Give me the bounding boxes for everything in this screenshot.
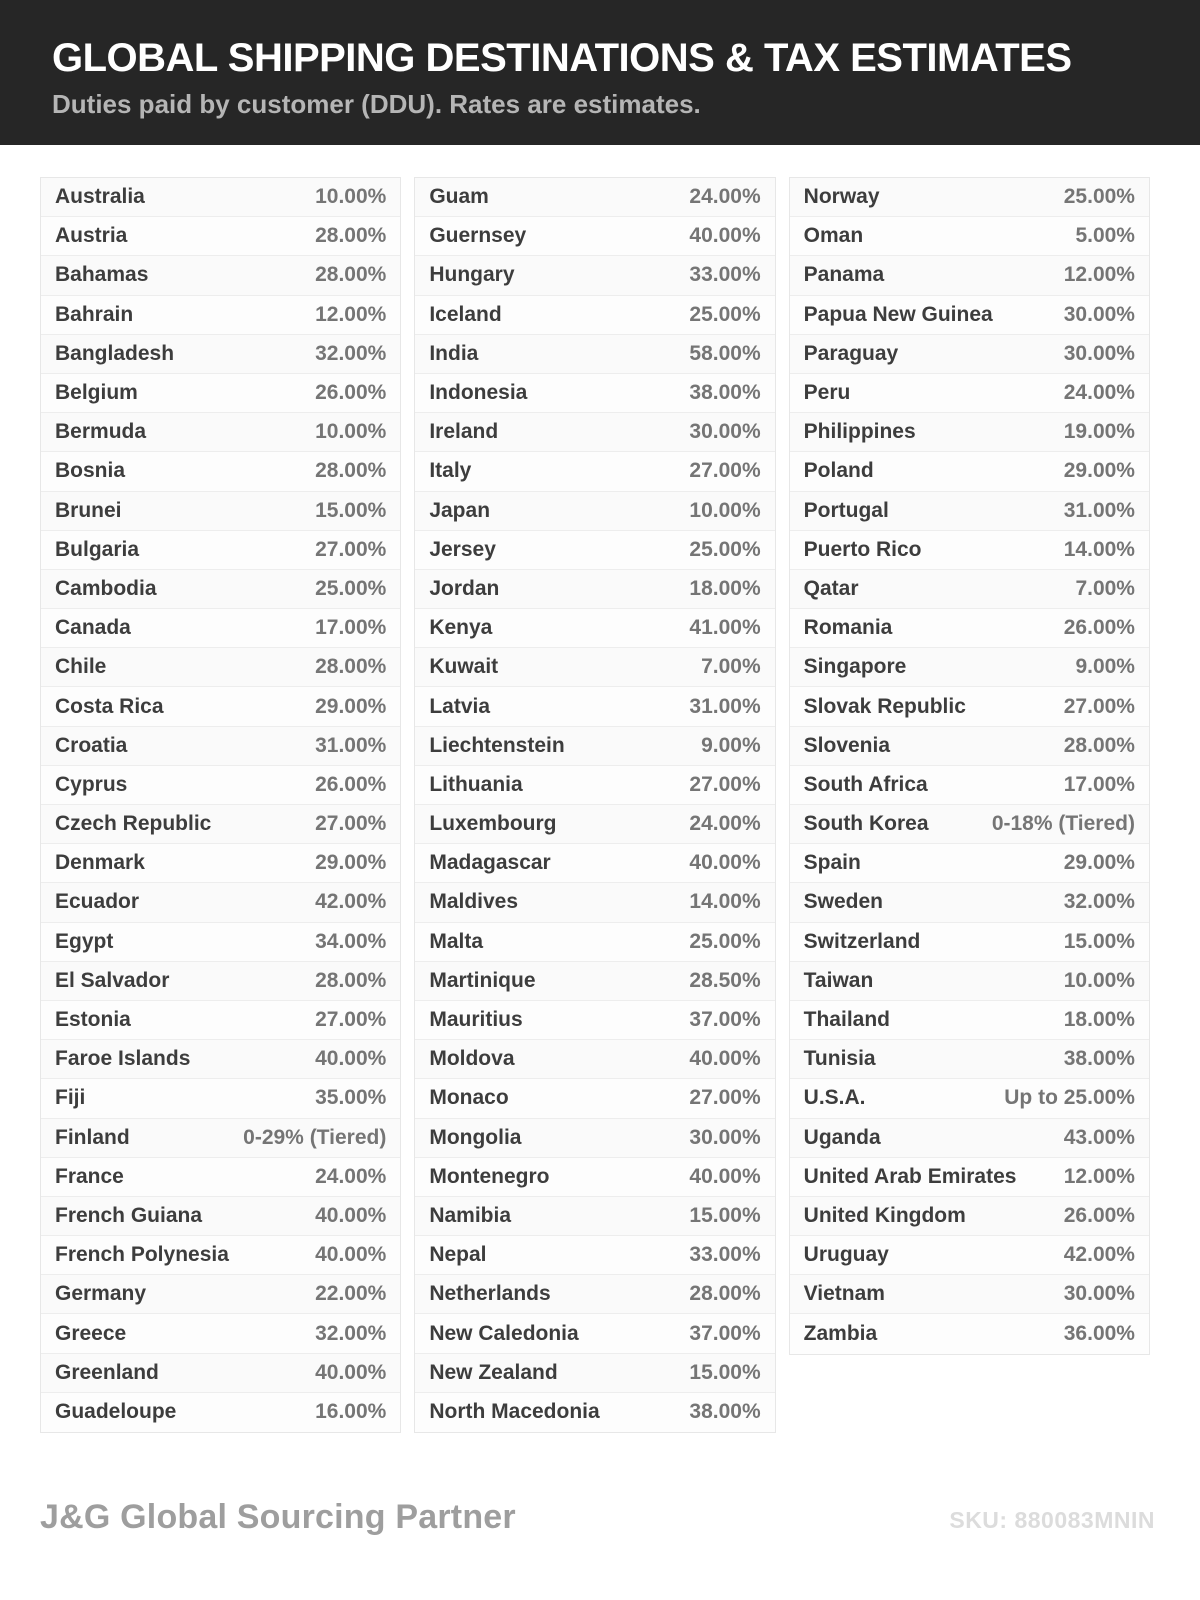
tax-rate: 40.00%	[315, 1360, 387, 1384]
country-name: Moldova	[429, 1047, 515, 1071]
tax-rate: 31.00%	[689, 694, 761, 718]
table-row	[41, 1275, 400, 1314]
tax-rate: 28.00%	[315, 459, 387, 483]
country-name: Ecuador	[55, 890, 140, 914]
tax-rate: 28.00%	[315, 655, 387, 679]
tax-rate: 15.00%	[1063, 929, 1135, 953]
table-row	[415, 413, 774, 452]
table-row	[41, 531, 400, 570]
tax-rate: 40.00%	[315, 1047, 387, 1071]
table-row	[790, 413, 1149, 452]
country-name: New Zealand	[429, 1360, 558, 1384]
country-name: United Arab Emirates	[803, 1164, 1017, 1188]
table-row	[790, 609, 1149, 648]
country-name: Bosnia	[55, 459, 126, 483]
table-row	[415, 766, 774, 805]
country-name: Italy	[429, 459, 472, 483]
table-row	[41, 1079, 400, 1118]
table-row	[41, 256, 400, 295]
rate-column	[789, 177, 1150, 1355]
table-row	[415, 1001, 774, 1040]
country-name: French Guiana	[55, 1203, 203, 1227]
tax-rate: 28.00%	[315, 968, 387, 992]
table-row	[41, 1393, 400, 1432]
table-row	[790, 452, 1149, 491]
country-name: Indonesia	[429, 381, 528, 405]
tax-rate: 41.00%	[689, 616, 761, 640]
table-row	[415, 1314, 774, 1353]
tax-rate: 36.00%	[1063, 1322, 1135, 1346]
country-name: Montenegro	[429, 1164, 550, 1188]
country-name: Mauritius	[429, 1008, 523, 1032]
country-name: Guernsey	[429, 224, 527, 248]
country-name: North Macedonia	[429, 1400, 600, 1424]
table-row	[415, 923, 774, 962]
table-row	[790, 1314, 1149, 1353]
country-name: France	[55, 1164, 124, 1188]
table-row	[41, 766, 400, 805]
country-name: Nepal	[429, 1243, 487, 1267]
table-row	[790, 374, 1149, 413]
table-row	[415, 492, 774, 531]
table-row	[41, 178, 400, 217]
country-name: Kuwait	[429, 655, 499, 679]
table-row	[415, 962, 774, 1001]
table-row	[790, 766, 1149, 805]
country-name: Belgium	[55, 381, 138, 405]
table-row	[41, 687, 400, 726]
tax-rate: 10.00%	[1063, 968, 1135, 992]
table-row	[415, 727, 774, 766]
tax-rate: 15.00%	[689, 1360, 761, 1384]
table-row	[415, 687, 774, 726]
table-row	[790, 178, 1149, 217]
sku-label: SKU: 880083MNIN	[949, 1507, 1155, 1533]
table-row	[790, 217, 1149, 256]
country-name: Maldives	[429, 890, 519, 914]
country-name: Uruguay	[803, 1243, 889, 1267]
table-row	[790, 1236, 1149, 1275]
tax-rate: 29.00%	[1063, 851, 1135, 875]
table-row	[790, 570, 1149, 609]
table-row	[41, 296, 400, 335]
country-name: Cambodia	[55, 576, 157, 600]
tax-rate: 7.00%	[1075, 576, 1135, 600]
tax-rate: 30.00%	[689, 1125, 761, 1149]
table-row	[41, 335, 400, 374]
tax-rate: 9.00%	[701, 733, 761, 757]
tax-rate: 29.00%	[315, 694, 387, 718]
country-name: Romania	[803, 616, 893, 640]
country-name: Oman	[803, 224, 864, 248]
tax-rate: 18.00%	[689, 576, 761, 600]
tax-rate: 15.00%	[689, 1203, 761, 1227]
country-name: Papua New Guinea	[803, 302, 993, 326]
table-row	[415, 1275, 774, 1314]
tax-rate: 14.00%	[1063, 537, 1135, 561]
tax-rate: 30.00%	[689, 420, 761, 444]
table-row	[790, 1001, 1149, 1040]
tax-rate: 31.00%	[1063, 498, 1135, 522]
table-row	[41, 492, 400, 531]
tax-rate: 27.00%	[315, 1008, 387, 1032]
table-row	[41, 962, 400, 1001]
tax-rate: 32.00%	[315, 1321, 387, 1345]
tax-rate: 10.00%	[689, 498, 761, 522]
table-row	[790, 256, 1149, 295]
table-row	[415, 1354, 774, 1393]
table-row	[415, 844, 774, 883]
tax-rate: 28.00%	[1063, 733, 1135, 757]
tax-rate: 27.00%	[689, 772, 761, 796]
table-row	[415, 883, 774, 922]
table-row	[41, 1001, 400, 1040]
table-row	[415, 805, 774, 844]
tax-rate: 42.00%	[1063, 1243, 1135, 1267]
table-row	[415, 178, 774, 217]
table-row	[415, 374, 774, 413]
table-row	[790, 1079, 1149, 1118]
tax-rate: 40.00%	[689, 1164, 761, 1188]
tax-rate: 27.00%	[689, 1086, 761, 1110]
tax-rate: 30.00%	[1063, 1282, 1135, 1306]
country-name: Peru	[803, 381, 851, 405]
tax-rate: 25.00%	[315, 576, 387, 600]
page-subtitle: Duties paid by customer (DDU). Rates are estimates.	[52, 89, 701, 119]
tax-rate: 40.00%	[689, 851, 761, 875]
country-name: Greece	[55, 1321, 127, 1345]
country-name: Cyprus	[55, 772, 128, 796]
tax-rate: 0-29% (Tiered)	[243, 1125, 387, 1149]
table-row	[41, 1158, 400, 1197]
country-name: Ireland	[429, 420, 499, 444]
tax-rate: 37.00%	[689, 1008, 761, 1032]
country-name: Netherlands	[429, 1282, 551, 1306]
country-name: Paraguay	[803, 341, 899, 365]
country-name: Denmark	[55, 851, 145, 875]
table-row	[415, 1079, 774, 1118]
table-row	[790, 296, 1149, 335]
tax-rate: 10.00%	[315, 185, 387, 209]
tax-rate: 30.00%	[1063, 341, 1135, 365]
country-name: Malta	[429, 929, 484, 953]
tax-rate: 40.00%	[689, 1047, 761, 1071]
table-row	[790, 923, 1149, 962]
table-row	[415, 570, 774, 609]
country-name: Hungary	[429, 263, 515, 287]
country-name: New Caledonia	[429, 1321, 579, 1345]
tax-rate: 27.00%	[1063, 694, 1135, 718]
table-row	[41, 452, 400, 491]
table-row	[790, 805, 1149, 844]
table-row	[415, 296, 774, 335]
country-name: Liechtenstein	[429, 733, 565, 757]
country-name: Faroe Islands	[55, 1047, 191, 1071]
table-row	[41, 883, 400, 922]
country-name: Zambia	[803, 1322, 878, 1346]
tax-rate: 35.00%	[315, 1086, 387, 1110]
tax-rate: 22.00%	[315, 1282, 387, 1306]
tax-rate: 24.00%	[689, 812, 761, 836]
country-name: Finland	[55, 1125, 130, 1149]
country-name: U.S.A.	[803, 1086, 866, 1110]
table-row	[41, 727, 400, 766]
tax-rate: 42.00%	[315, 890, 387, 914]
tax-rate: 17.00%	[1063, 772, 1135, 796]
table-row	[415, 452, 774, 491]
country-name: Guadeloupe	[55, 1400, 177, 1424]
country-name: Japan	[429, 498, 491, 522]
country-name: Egypt	[55, 929, 114, 953]
tax-rate: 0-18% (Tiered)	[991, 812, 1135, 836]
tax-rate: 26.00%	[1063, 1203, 1135, 1227]
country-name: Bulgaria	[55, 537, 140, 561]
tax-rate: 14.00%	[689, 890, 761, 914]
table-row	[415, 1197, 774, 1236]
country-name: Australia	[55, 185, 145, 209]
tax-rate: 38.00%	[689, 1400, 761, 1424]
country-name: Tunisia	[803, 1047, 876, 1071]
country-name: South Africa	[803, 772, 928, 796]
table-row	[790, 1275, 1149, 1314]
tax-rate: 19.00%	[1063, 420, 1135, 444]
table-row	[41, 1236, 400, 1275]
tax-rate: 37.00%	[689, 1321, 761, 1345]
country-name: Puerto Rico	[803, 537, 922, 561]
country-name: Croatia	[55, 733, 128, 757]
tax-rate: 25.00%	[1063, 185, 1135, 209]
country-name: Monaco	[429, 1086, 509, 1110]
table-row	[790, 1197, 1149, 1236]
table-row	[41, 374, 400, 413]
country-name: El Salvador	[55, 968, 170, 992]
country-name: Portugal	[803, 498, 889, 522]
table-row	[790, 648, 1149, 687]
tax-rate: 12.00%	[1063, 1164, 1135, 1188]
country-name: Guam	[429, 185, 489, 209]
table-row	[41, 1354, 400, 1393]
country-name: Bangladesh	[55, 341, 175, 365]
table-row	[41, 923, 400, 962]
country-name: Latvia	[429, 694, 491, 718]
country-name: Poland	[803, 459, 874, 483]
tax-rate: 28.00%	[315, 263, 387, 287]
country-name: Bahrain	[55, 302, 134, 326]
table-row	[415, 1119, 774, 1158]
tax-rate: 29.00%	[315, 851, 387, 875]
country-name: Fiji	[55, 1086, 86, 1110]
tax-rate: 34.00%	[315, 929, 387, 953]
tax-rate: 33.00%	[689, 263, 761, 287]
country-name: Philippines	[803, 420, 916, 444]
country-name: Namibia	[429, 1203, 512, 1227]
table-row	[415, 648, 774, 687]
tax-rate: 31.00%	[315, 733, 387, 757]
table-row	[790, 883, 1149, 922]
tax-rate: Up to 25.00%	[1004, 1086, 1135, 1110]
table-row	[415, 217, 774, 256]
tax-rate: 9.00%	[1075, 655, 1135, 679]
country-name: Singapore	[803, 655, 907, 679]
tax-rate: 17.00%	[315, 616, 387, 640]
table-row	[790, 1158, 1149, 1197]
table-row	[41, 805, 400, 844]
tax-rate: 25.00%	[689, 302, 761, 326]
tax-rate: 38.00%	[1063, 1047, 1135, 1071]
country-name: Jordan	[429, 576, 500, 600]
country-name: Uganda	[803, 1125, 881, 1149]
tax-rate: 16.00%	[315, 1400, 387, 1424]
tax-rate: 24.00%	[1063, 381, 1135, 405]
table-row	[415, 609, 774, 648]
tax-rate: 12.00%	[315, 302, 387, 326]
table-row	[41, 413, 400, 452]
country-name: Madagascar	[429, 851, 551, 875]
tax-rate: 28.00%	[315, 224, 387, 248]
country-name: Lithuania	[429, 772, 523, 796]
tax-rate: 24.00%	[315, 1164, 387, 1188]
country-name: Mongolia	[429, 1125, 522, 1149]
brand-name: J&G Global Sourcing Partner	[40, 1498, 516, 1536]
country-name: Norway	[803, 185, 880, 209]
country-name: Thailand	[803, 1008, 890, 1032]
country-name: Slovenia	[803, 733, 891, 757]
tax-rate: 38.00%	[689, 381, 761, 405]
tax-rate: 58.00%	[689, 341, 761, 365]
table-row	[415, 531, 774, 570]
tax-rate: 40.00%	[689, 224, 761, 248]
table-row	[41, 844, 400, 883]
rate-column	[414, 177, 775, 1433]
country-name: Canada	[55, 616, 131, 640]
country-name: Vietnam	[803, 1282, 885, 1306]
table-row	[415, 1158, 774, 1197]
country-name: Spain	[803, 851, 861, 875]
page-header	[0, 0, 1200, 145]
table-row	[415, 1393, 774, 1432]
tax-rate: 24.00%	[689, 185, 761, 209]
country-name: Austria	[55, 224, 128, 248]
tax-rate: 7.00%	[701, 655, 761, 679]
country-name: Jersey	[429, 537, 496, 561]
country-name: Greenland	[55, 1360, 159, 1384]
country-name: Kenya	[429, 616, 493, 640]
tax-rate: 43.00%	[1063, 1125, 1135, 1149]
country-name: Chile	[55, 655, 107, 679]
table-row	[415, 335, 774, 374]
tax-rate: 18.00%	[1063, 1008, 1135, 1032]
country-name: Czech Republic	[55, 812, 212, 836]
table-row	[41, 1119, 400, 1158]
country-name: Luxembourg	[429, 812, 557, 836]
country-name: India	[429, 341, 479, 365]
country-name: Iceland	[429, 302, 502, 326]
country-name: Qatar	[803, 576, 859, 600]
country-name: Panama	[803, 263, 885, 287]
tax-rate: 26.00%	[1063, 616, 1135, 640]
tax-rate: 27.00%	[315, 812, 387, 836]
table-row	[790, 335, 1149, 374]
country-name: Costa Rica	[55, 694, 164, 718]
country-name: Germany	[55, 1282, 147, 1306]
country-name: Slovak Republic	[803, 694, 966, 718]
country-name: Bermuda	[55, 420, 147, 444]
table-row	[790, 1040, 1149, 1079]
tax-rate: 25.00%	[689, 537, 761, 561]
rate-column	[40, 177, 401, 1433]
table-row	[415, 256, 774, 295]
tax-rate: 5.00%	[1075, 224, 1135, 248]
country-name: South Korea	[803, 812, 929, 836]
tax-rate: 25.00%	[689, 929, 761, 953]
table-row	[790, 687, 1149, 726]
table-row	[790, 531, 1149, 570]
country-name: Taiwan	[803, 968, 874, 992]
country-name: Sweden	[803, 890, 884, 914]
tax-rate: 33.00%	[689, 1243, 761, 1267]
table-row	[790, 962, 1149, 1001]
country-name: Bahamas	[55, 263, 149, 287]
page-footer	[40, 1498, 1155, 1537]
tax-rate: 10.00%	[315, 420, 387, 444]
table-row	[41, 570, 400, 609]
country-name: French Polynesia	[55, 1243, 229, 1267]
tax-rate: 32.00%	[1063, 890, 1135, 914]
country-name: Estonia	[55, 1008, 131, 1032]
country-name: Martinique	[429, 968, 536, 992]
table-row	[790, 1119, 1149, 1158]
country-name: Brunei	[55, 498, 122, 522]
table-row	[790, 492, 1149, 531]
table-row	[415, 1040, 774, 1079]
tax-rate: 28.50%	[689, 968, 761, 992]
country-name: United Kingdom	[803, 1203, 966, 1227]
table-row	[41, 648, 400, 687]
tax-rate: 28.00%	[689, 1282, 761, 1306]
page-title: GLOBAL SHIPPING DESTINATIONS & TAX ESTIMATES	[52, 36, 1072, 80]
rates-grid	[40, 177, 1150, 1433]
table-row	[790, 727, 1149, 766]
tax-rate: 32.00%	[315, 341, 387, 365]
tax-rate: 26.00%	[315, 381, 387, 405]
table-row	[415, 1236, 774, 1275]
country-name: Switzerland	[803, 929, 921, 953]
tax-rate: 15.00%	[315, 498, 387, 522]
tax-rate: 29.00%	[1063, 459, 1135, 483]
table-row	[790, 844, 1149, 883]
table-row	[41, 1197, 400, 1236]
tax-rate: 27.00%	[315, 537, 387, 561]
tax-rate: 40.00%	[315, 1203, 387, 1227]
table-row	[41, 609, 400, 648]
tax-rate: 12.00%	[1063, 263, 1135, 287]
tax-rate: 27.00%	[689, 459, 761, 483]
table-row	[41, 217, 400, 256]
tax-rate: 30.00%	[1063, 302, 1135, 326]
tax-rate: 26.00%	[315, 772, 387, 796]
tax-rate: 40.00%	[315, 1243, 387, 1267]
table-row	[41, 1040, 400, 1079]
table-row	[41, 1314, 400, 1353]
